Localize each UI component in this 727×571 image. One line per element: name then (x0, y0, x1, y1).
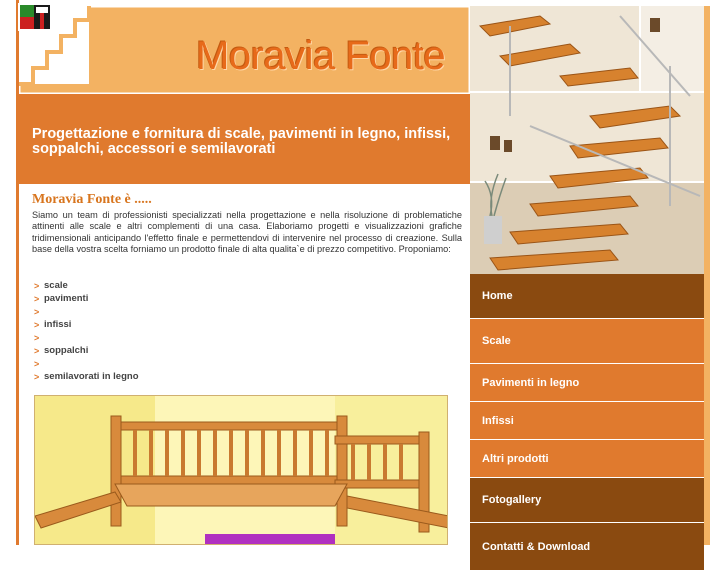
offer-list (34, 279, 334, 383)
arrow-bullet-icon: > (34, 358, 40, 369)
staircase-photo-collage (470, 6, 704, 274)
arrow-bullet-icon: > (34, 280, 40, 291)
list-item[interactable] (34, 318, 334, 331)
staircase-image (470, 6, 704, 274)
nav-item-pavimenti[interactable]: Pavimenti in legno (470, 364, 704, 402)
intro-paragraph: Siamo un team di professionisti specializzati nella progettazione e nella risoluzione di problematiche attinenti alle scale e altri complementi di una casa. Elaboriamo progetti e visualizzazioni grafiche tridimensionali anticipando l'effetto finale e permettendovi di intervenire nel processo di creazione. Sulla base della vostra scelta forniamo un prodotto finale di alta qualita`e di prezzo competitivo. Proponiamo: (32, 210, 462, 255)
arrow-bullet-icon: > (34, 371, 40, 382)
arrow-bullet-icon: > (34, 345, 40, 356)
nav-item-home[interactable]: Home (470, 274, 704, 319)
render-image (35, 396, 448, 545)
nav-item-fotogallery[interactable]: Fotogallery (470, 478, 704, 523)
list-item-label: scale (44, 280, 68, 291)
list-item[interactable] (34, 292, 334, 305)
arrow-bullet-icon: > (34, 319, 40, 330)
list-item[interactable] (34, 370, 334, 383)
3d-staircase-render (34, 395, 448, 545)
list-item (34, 331, 334, 344)
list-item-label: pavimenti (44, 293, 89, 304)
nav-item-altri-prodotti[interactable]: Altri prodotti (470, 440, 704, 478)
nav-item-contatti[interactable]: Contatti & Download (470, 523, 704, 571)
list-item[interactable] (34, 344, 334, 357)
nav-item-infissi[interactable]: Infissi (470, 402, 704, 440)
arrow-bullet-icon: > (34, 293, 40, 304)
list-item-label: soppalchi (44, 345, 89, 356)
list-item (34, 357, 334, 370)
section-heading: Moravia Fonte è ..... (32, 192, 152, 207)
nav-item-scale[interactable]: Scale (470, 319, 704, 364)
site-title: Moravia Fonte (196, 34, 446, 78)
main-navigation (470, 274, 704, 571)
list-item[interactable] (34, 279, 334, 292)
language-flag-icon[interactable] (18, 3, 52, 31)
list-item (34, 305, 334, 318)
arrow-bullet-icon: > (34, 306, 40, 317)
list-item-label: infissi (44, 319, 72, 330)
list-item-label: semilavorati in legno (44, 371, 139, 382)
arrow-bullet-icon: > (34, 332, 40, 343)
right-rail (704, 6, 710, 545)
site-tagline: Progettazione e fornitura di scale, pavimenti in legno, infissi, soppalchi, accessori e semilavorati (32, 126, 451, 157)
